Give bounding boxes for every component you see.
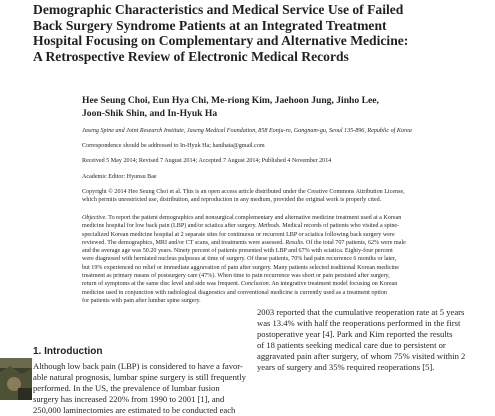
publication-dates: Received 5 May 2014; Revised 7 August 2014; Accepted 7 August 2014; Published 4 November 2014: [82, 158, 332, 164]
body-line: postoperative year [4]. Park and Kim reported the results: [257, 329, 453, 340]
abstract-line: and the average age was 50.20 years. Ninety percent of patients presented with LBP and 67% with sciatica. Eighty-four percent: [82, 248, 393, 255]
abstract-line: but 19% experienced no relief or immediate aggravation of pain after surgery. Many patients selected traditional Korean medicine: [82, 264, 399, 271]
body-line: years of surgery and 35% required reoperations [5].: [257, 362, 435, 373]
abstract-line: reviewed. The demographics, MRI and/or CT scans, and treatments were assessed. Results. Of the total 707 patients, 62% were male: [82, 239, 406, 246]
author-line: Hee Seung Choi, Eun Hya Chi, Me-riong Kim, Jaehoon Jung, Jinho Lee,: [82, 95, 379, 106]
academic-editor: Academic Editor: Hyunsu Bae: [82, 174, 157, 180]
author-list: [82, 95, 412, 120]
correspondence: Correspondence should be addressed to In-Hyuk Ha; hanihata@gmail.com: [82, 143, 265, 149]
methods-label: Methods.: [258, 223, 281, 230]
body-line: 2003 reported that the cumulative reoperation rate at 5 years: [257, 307, 465, 317]
abstract-line: were diagnosed with herniated nucleus pulposus at time of surgery. Of these patients, 70% had pain recurrence 6 months or later,: [82, 256, 397, 263]
title-line: Demographic Characteristics and Medical Service Use of Failed: [33, 2, 404, 17]
abstract-line: specialized Korean medicine hospital at 2 separate sites for continuous or recurrent LBP or sciatica following back surgery were: [82, 231, 395, 238]
title-line: Hospital Focusing on Complementary and Alternative Medicine:: [33, 33, 409, 49]
abstract-line: Objective. To report the patient demographics and nonsurgical complementary and alternative medicine treatment used at a Korean: [82, 215, 402, 221]
abstract: [82, 214, 406, 305]
body-line: performed. In the US, the prevalence of lumbar fusion: [33, 383, 220, 394]
body-line: able natural prognosis, lumbar spine surgery is still frequently: [33, 372, 246, 383]
edge-photo-image: [0, 358, 32, 400]
body-line: aggravated pain after surgery, of whom 75% visited within 2: [257, 351, 466, 362]
body-line: surgery has increased 220% from 1990 to 2001 [1], and: [33, 394, 225, 405]
body-line: 250,000 laminectomies are estimated to be conducted each: [33, 405, 236, 416]
body-line: Although low back pain (LBP) is considered to have a favor-: [33, 361, 243, 371]
affiliation: Jaseng Spine and Joint Research Institute, Jaseng Medical Foundation, 858 Eonju-ro, Gangnam-gu, Seoul 135-896, Republic of Korea: [82, 128, 412, 134]
author-line: Joon-Shik Shin, and In-Hyuk Ha: [82, 107, 218, 119]
abstract-line: for patients with pain after lumbar spine surgery.: [82, 297, 201, 304]
photo-graphic: [0, 358, 32, 400]
objective-label: Objective.: [82, 215, 107, 221]
abstract-line: treatment as primary means of postsurgery care (47%). When time to pain recurrence was short or pain persisted after surgery,: [82, 273, 390, 280]
body-column-right: [257, 307, 465, 374]
conclusion-label: Conclusion.: [240, 281, 271, 288]
copyright-line: which permits unrestricted use, distribution, and reproduction in any medium, provided the original work is properly cited.: [82, 197, 382, 204]
article-title: [33, 2, 491, 64]
section-heading: 1. Introduction: [33, 346, 103, 357]
abstract-line: medicine used in conjunction with radiological diagnostics and conventional medicine is currently used as a treatment option: [82, 289, 387, 296]
body-line: was 13.4% with half the reoperations performed in the first: [257, 318, 461, 329]
abstract-line: return of symptoms at the same disc level and side was frequent. Conclusion. An integrative treatment model focusing on Korean: [82, 281, 398, 288]
results-label: Results.: [285, 239, 305, 246]
copyright-line: Copyright © 2014 Hee Seung Choi et al. This is an open access article distributed under the Creative Commons Attribution License,: [82, 189, 405, 195]
title-line: A Retrospective Review of Electronic Medical Records: [33, 48, 349, 64]
body-column-left: [33, 361, 246, 416]
abstract-line: medicine hospital for low back pain (LBP) and/or sciatica after surgery. Methods. Medical records of patients who visited a spine-: [82, 223, 400, 230]
title-line: Back Surgery Syndrome Patients at an Integrated Treatment: [33, 17, 387, 33]
body-line: of 18 patients seeking medical care due to persistent or: [257, 340, 446, 351]
copyright-notice: [82, 188, 405, 205]
